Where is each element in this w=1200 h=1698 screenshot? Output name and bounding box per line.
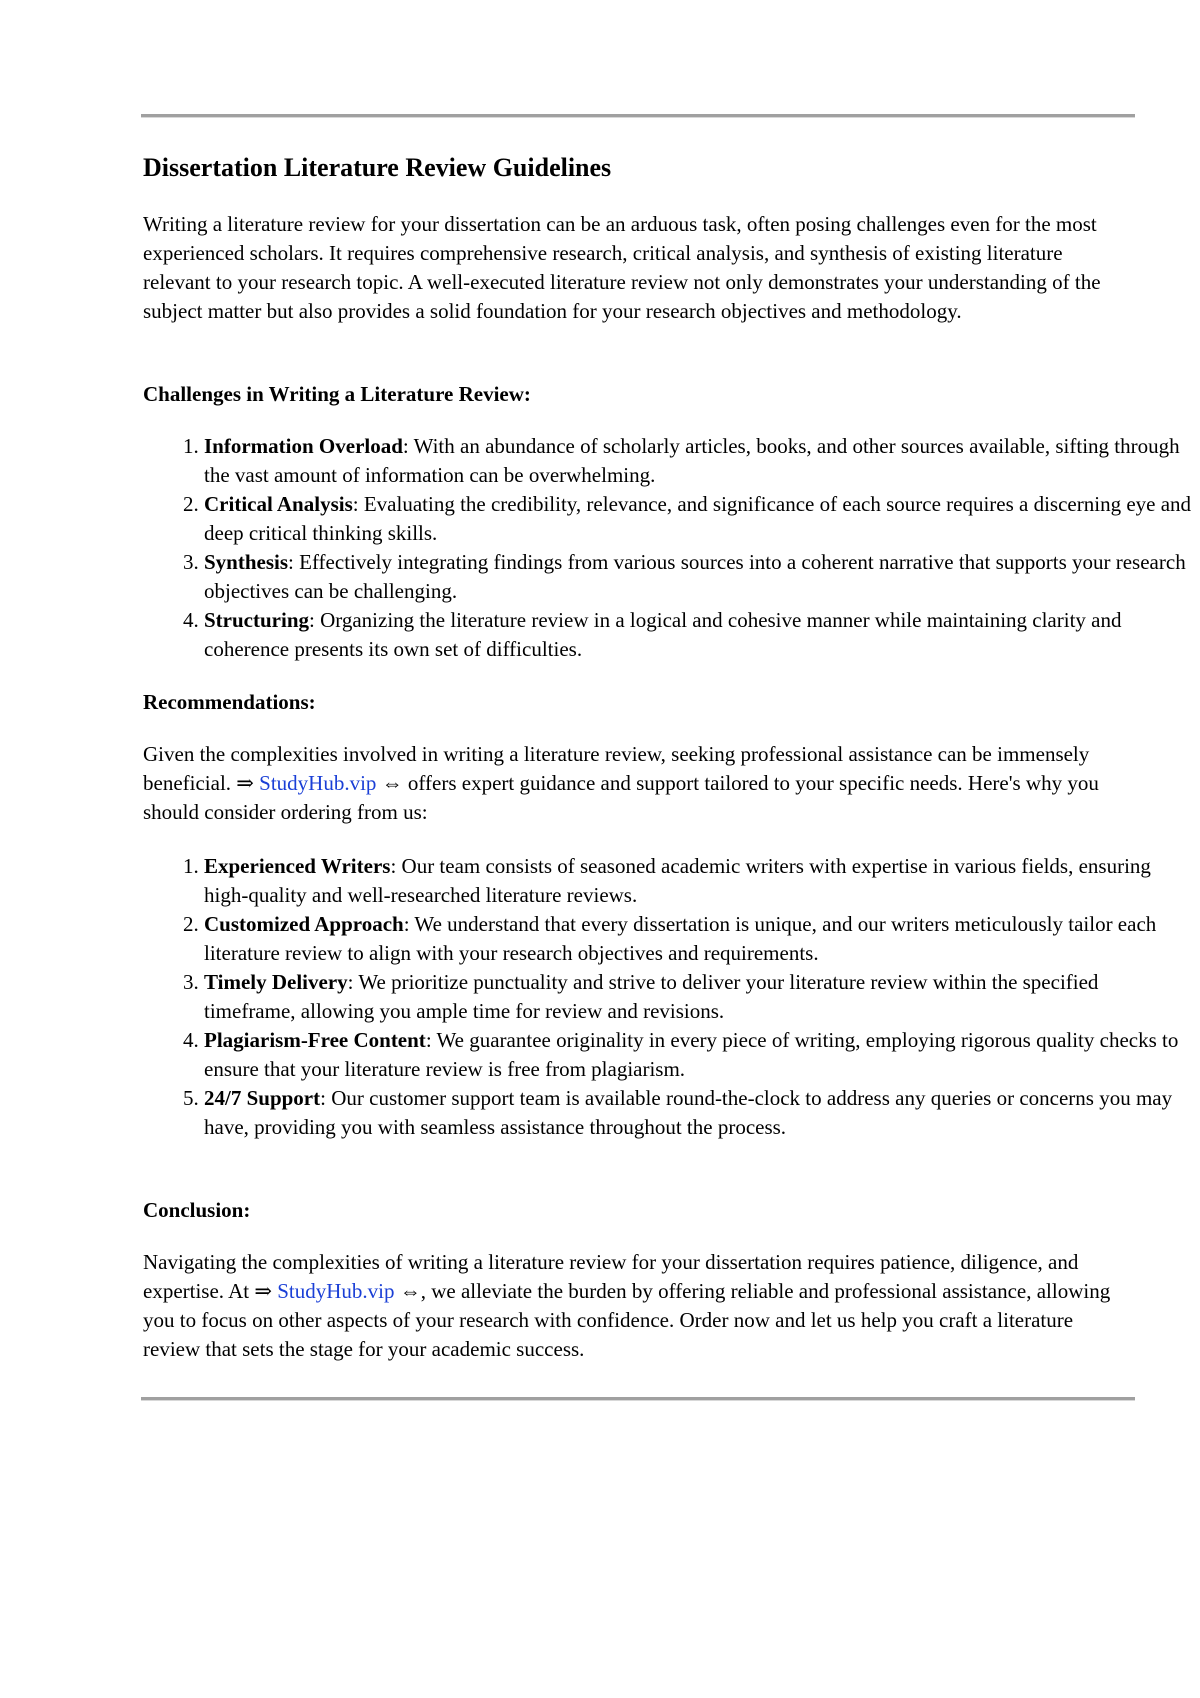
item-term: Experienced Writers	[204, 854, 391, 878]
text-after-link: ⇔ offers expert guidance and support tailored to your specific needs. Here's why you should consider ordering from us:	[143, 771, 1099, 824]
list-item	[204, 490, 1194, 548]
item-text: : Our customer support team is available round-the-clock to address any queries or concerns you may have, providing you with seamless assistance throughout the process.	[204, 1086, 1173, 1139]
recommendations-heading: Recommendations:	[143, 690, 316, 714]
list-item	[204, 548, 1194, 606]
item-text: : We prioritize punctuality and strive to deliver your literature review within the specified timeframe, allowing you ample time for review and revisions.	[204, 970, 1099, 1023]
item-text: : Evaluating the credibility, relevance, and significance of each source requires a discerning eye and deep critical thinking skills.	[204, 492, 1192, 545]
text-before-link: Given the complexities involved in writing a literature review, seeking professional assistance can be immensely beneficial. ⇒	[143, 742, 1090, 795]
text-after-link: ⇔, we alleviate the burden by offering reliable and professional assistance, allowing you to focus on other aspects of your research with confidence. Order now and let us help you craft a literature review that sets the stage for your academic success.	[143, 1279, 1111, 1361]
bottom-horizontal-rule	[141, 1397, 1135, 1401]
studyhub-link[interactable]: StudyHub.vip	[259, 771, 377, 795]
text-before-link: Navigating the complexities of writing a literature review for your dissertation requires patience, diligence, and expertise. At ⇒	[143, 1250, 1079, 1303]
item-term: Critical Analysis	[204, 492, 353, 516]
item-term: Customized Approach	[204, 912, 404, 936]
item-text: : With an abundance of scholarly articles, books, and other sources available, sifting through the vast amount of information can be overwhelming.	[204, 434, 1180, 487]
item-term: 24/7 Support	[204, 1086, 321, 1110]
list-item	[204, 1026, 1194, 1084]
item-term: Timely Delivery	[204, 970, 348, 994]
recommendations-list	[143, 852, 1194, 1142]
challenges-list	[143, 432, 1194, 664]
list-item	[204, 432, 1194, 490]
conclusion-heading: Conclusion:	[143, 1198, 251, 1222]
list-item	[204, 910, 1194, 968]
conclusion-paragraph	[143, 1248, 1133, 1364]
list-item	[204, 852, 1194, 910]
item-term: Plagiarism-Free Content	[204, 1028, 426, 1052]
item-term: Information Overload	[204, 434, 403, 458]
item-text: : We understand that every dissertation is unique, and our writers meticulously tailor each literature review to align with your research objectives and requirements.	[204, 912, 1157, 965]
list-item	[204, 1084, 1194, 1142]
item-term: Structuring	[204, 608, 309, 632]
item-term: Synthesis	[204, 550, 289, 574]
recommendations-paragraph	[143, 740, 1133, 827]
item-text: : Organizing the literature review in a logical and cohesive manner while maintaining clarity and coherence presents its own set of difficulties.	[204, 608, 1122, 661]
item-text: : Our team consists of seasoned academic writers with expertise in various fields, ensuring high-quality and well-researched literature reviews.	[204, 854, 1151, 907]
page-title: Dissertation Literature Review Guidelines	[143, 153, 612, 182]
item-text: : Effectively integrating findings from various sources into a coherent narrative that supports your research objectives can be challenging.	[204, 550, 1186, 603]
studyhub-link[interactable]: StudyHub.vip	[277, 1279, 395, 1303]
intro-paragraph: Writing a literature review for your dissertation can be an arduous task, often posing challenges even for the most experienced scholars. It requires comprehensive research, critical analysis, and synthesis of existing literature relevant to your research topic. A well-executed literature review not only demonstrates your understanding of the subject matter but also provides a solid foundation for your research objectives and methodology.	[143, 212, 1101, 323]
challenges-heading: Challenges in Writing a Literature Review:	[143, 382, 531, 406]
item-text: : We guarantee originality in every piece of writing, employing rigorous quality checks to ensure that your literature review is free from plagiarism.	[204, 1028, 1179, 1081]
top-horizontal-rule	[141, 114, 1135, 118]
list-item	[204, 606, 1194, 664]
list-item	[204, 968, 1194, 1026]
